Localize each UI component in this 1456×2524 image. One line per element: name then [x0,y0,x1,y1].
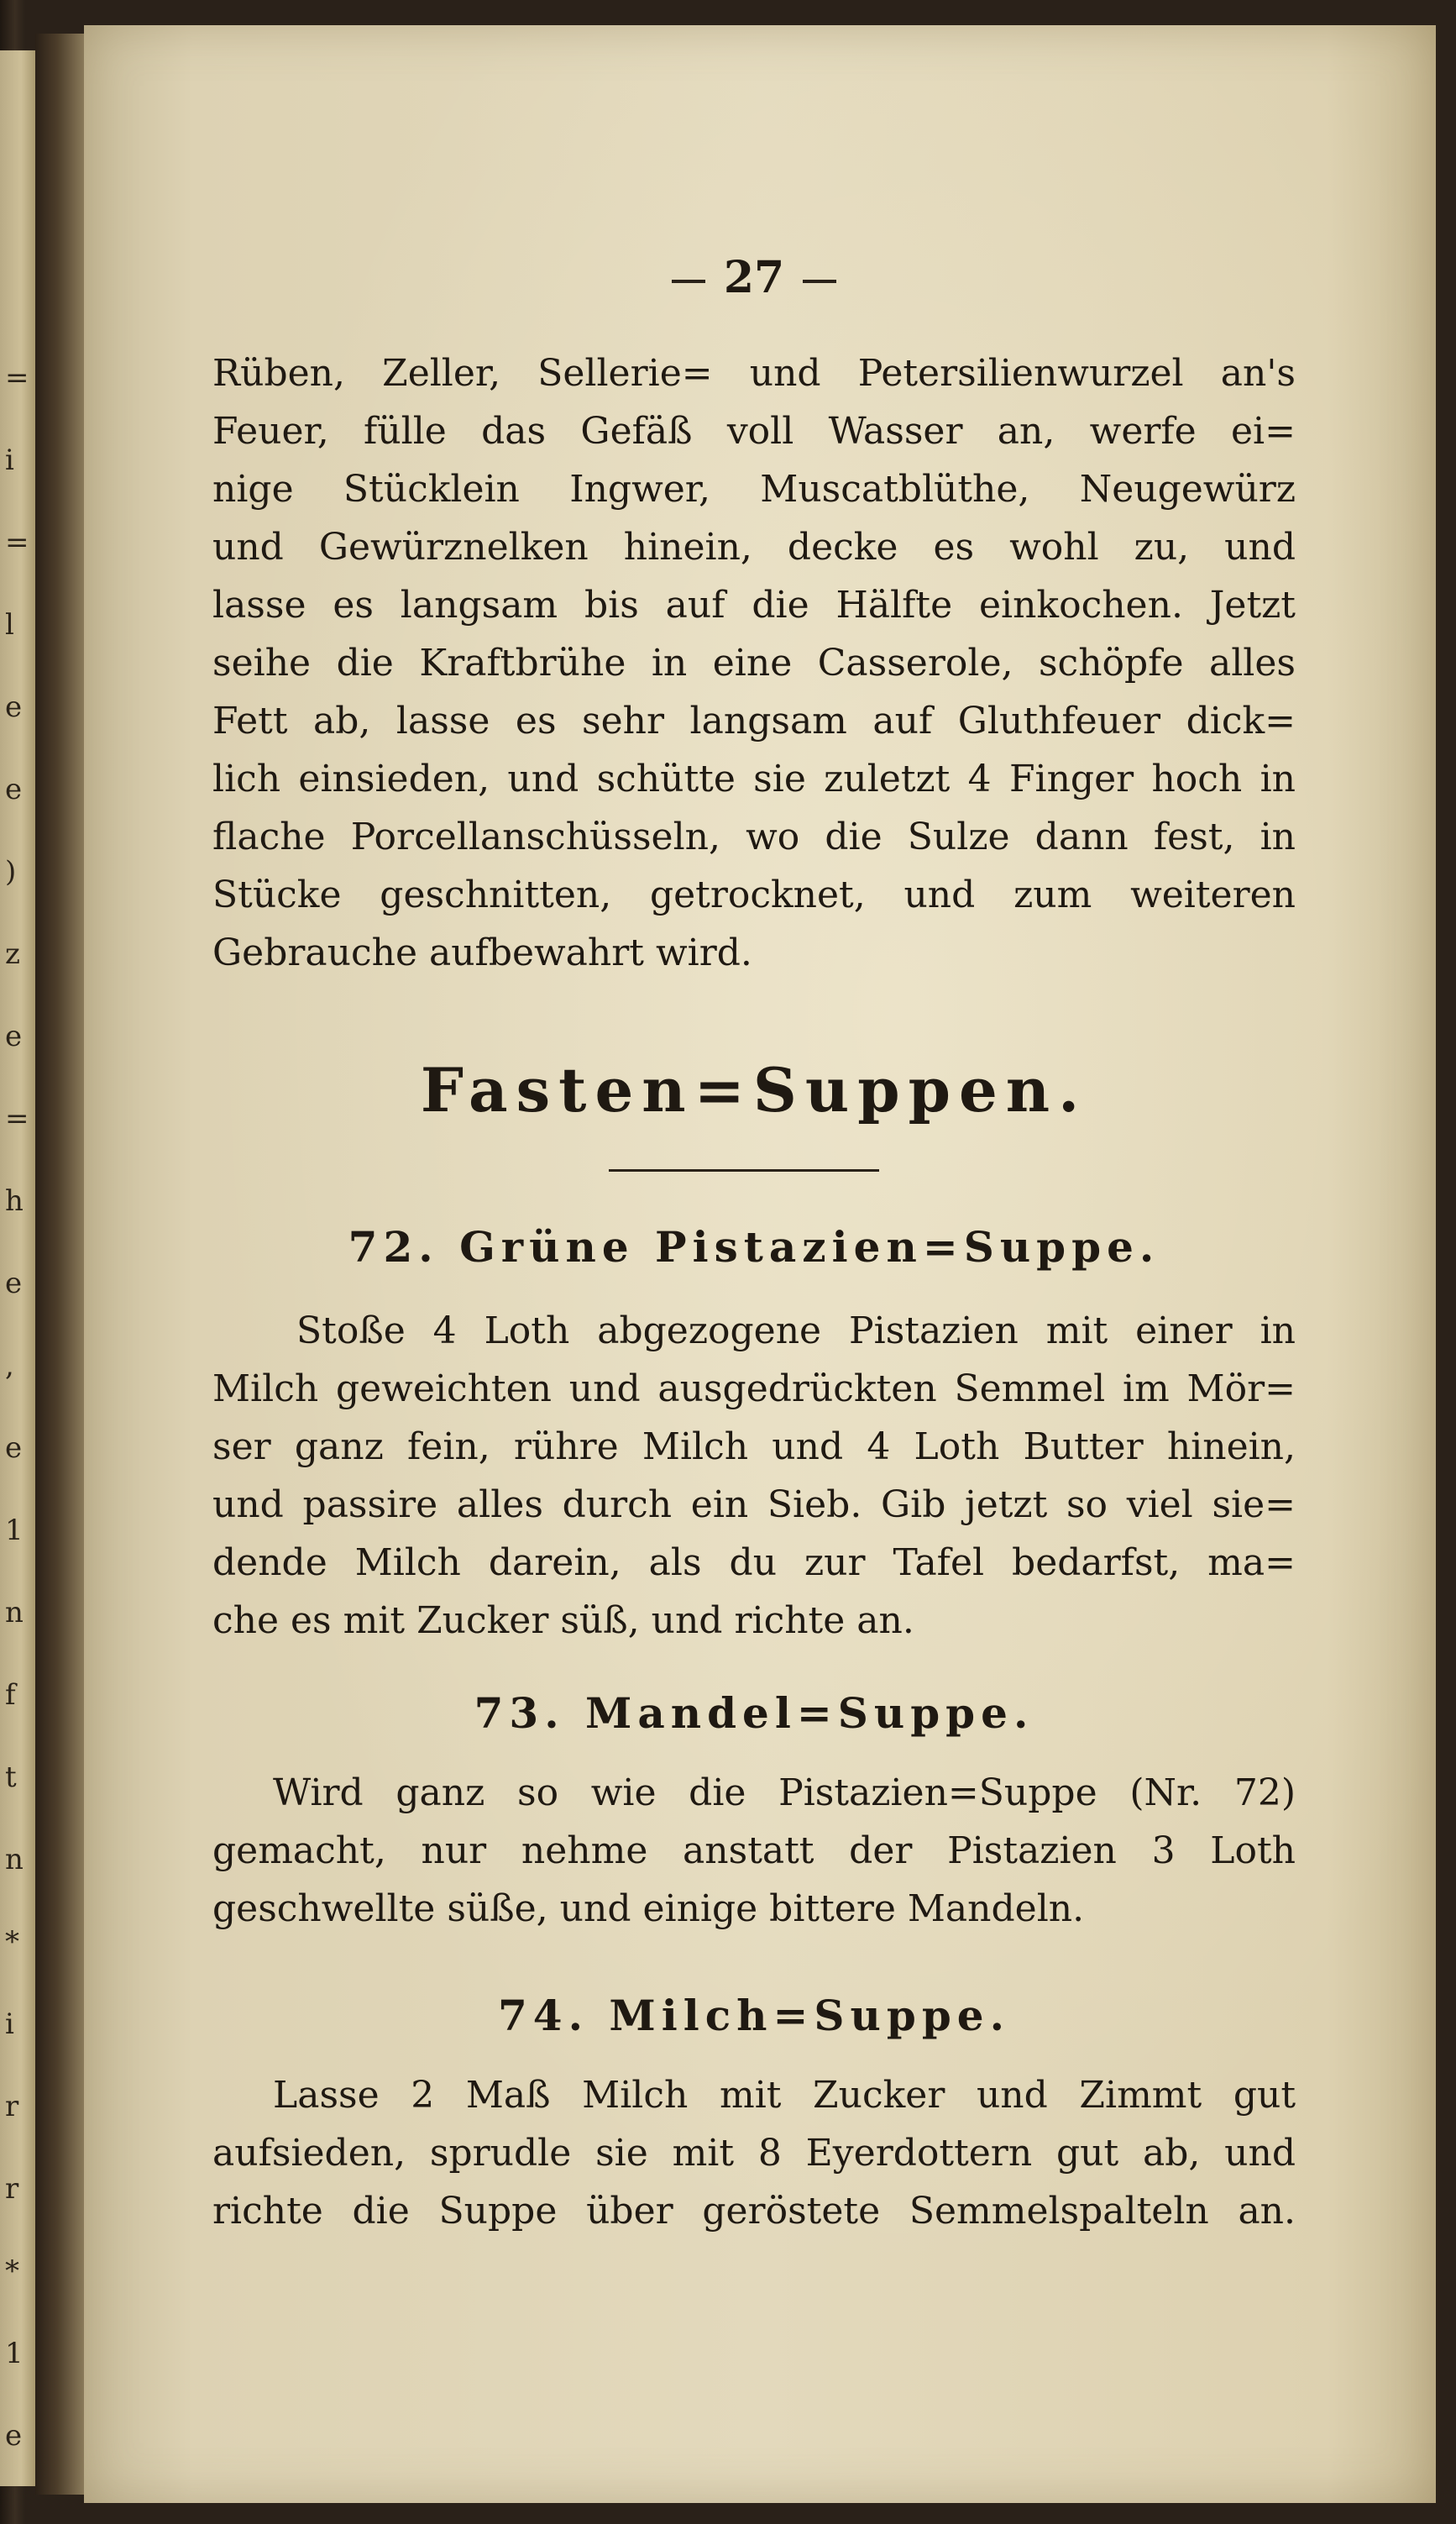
left-dash [672,280,705,283]
text-line: nige Stücklein Ingwer, Muscatblüthe, Neugewürz [212,468,1296,511]
previous-page-edge [0,50,35,2486]
previous-page-glyph: z [5,937,20,971]
previous-page-glyph: = [5,1102,29,1136]
text-line: gemacht, nur nehme anstatt der Pistazien 3 Loth [212,1829,1296,1872]
text-line: lasse es langsam bis auf die Hälfte einkochen. Jetzt [212,584,1296,627]
text-line: geschwellte süße, und einige bittere Mandeln. [212,1887,1085,1930]
book-page [84,25,1436,2503]
book-gutter [35,34,84,2495]
text-line: Wird ganz so wie die Pistazien=Suppe (Nr. 72) [273,1771,1296,1814]
previous-page-glyph: e [5,1020,23,1053]
recipe-paragraph [212,1764,1296,1938]
previous-page-glyph: * [5,2254,19,2288]
recipe-title: 73. Mandel=Suppe. [474,1688,1034,1738]
previous-page-glyph: 1 [5,1514,24,1547]
text-line: Lasse 2 Maß Milch mit Zucker und Zimmt gut [273,2074,1296,2117]
text-line: Rüben, Zeller, Sellerie= und Petersilienwurzel an's [212,352,1296,395]
previous-page-glyph: r [5,2172,19,2206]
section-divider [609,1169,879,1172]
previous-page-glyph: n [5,1596,24,1629]
intro-paragraph [212,344,1296,982]
recipe-title: 72. Grüne Pistazien=Suppe. [348,1222,1160,1272]
right-dash [803,280,836,283]
previous-page-glyph: n [5,1843,24,1876]
previous-page-glyph: * [5,1925,19,1959]
recipe-title: 74. Milch=Suppe. [497,1991,1011,2040]
previous-page-glyph: e [5,1431,23,1465]
text-line: flache Porcellanschüsseln, wo die Sulze dann fest, in [212,816,1296,858]
recipe-paragraph [212,1302,1296,1650]
text-line: Fett ab, lasse es sehr langsam auf Gluthfeuer dick= [212,700,1296,743]
previous-page-glyph: i [5,2007,14,2041]
previous-page-glyph: l [5,608,14,642]
previous-page-glyph: , [5,1349,14,1383]
previous-page-glyph: e [5,1267,23,1300]
previous-page-glyph: = [5,526,29,559]
text-line: seihe die Kraftbrühe in eine Casserole, schöpfe alles [212,642,1296,685]
previous-page-glyph: i [5,443,14,477]
text-line: dende Milch darein, als du zur Tafel bedarfst, ma= [212,1541,1296,1584]
text-line: lich einsieden, und schütte sie zuletzt 4 Finger hoch in [212,758,1296,800]
previous-page-glyph: 1 [5,2337,24,2370]
text-line: Stücke geschnitten, getrocknet, und zum weiteren [212,874,1296,916]
text-line: ser ganz fein, rühre Milch und 4 Loth Butter hinein, [212,1425,1296,1468]
text-line: aufsieden, sprudle sie mit 8 Eyerdottern gut ab, und [212,2132,1296,2175]
page-number [212,252,1296,303]
text-line: Milch geweichten und ausgedrückten Semmel im Mör= [212,1367,1296,1410]
page-number-text: 27 [723,252,785,303]
previous-page-glyph: e [5,773,23,806]
text-line: Gebrauche aufbewahrt wird. [212,931,752,974]
text-line: richte die Suppe über geröstete Semmelspalteln an. [212,2190,1296,2233]
text-line: und passire alles durch ein Sieb. Gib jetzt so viel sie= [212,1483,1296,1526]
recipe-paragraph [212,2066,1296,2240]
previous-page-glyph: ) [5,855,17,889]
previous-page-glyph: = [5,361,29,395]
text-line: Stoße 4 Loth abgezogene Pistazien mit einer in [296,1309,1296,1352]
text-line: Feuer, fülle das Gefäß voll Wasser an, werfe ei= [212,410,1296,453]
text-line: und Gewürznelken hinein, decke es wohl zu, und [212,526,1296,569]
previous-page-glyph: e [5,690,23,724]
previous-page-glyph: f [5,1678,16,1712]
previous-page-glyph: e [5,2419,23,2453]
previous-page-glyph: t [5,1761,17,1794]
previous-page-glyph: r [5,2090,19,2123]
previous-page-glyph: h [5,1184,24,1218]
section-heading: Fasten=Suppen. [420,1054,1088,1126]
text-line: che es mit Zucker süß, und richte an. [212,1599,914,1642]
